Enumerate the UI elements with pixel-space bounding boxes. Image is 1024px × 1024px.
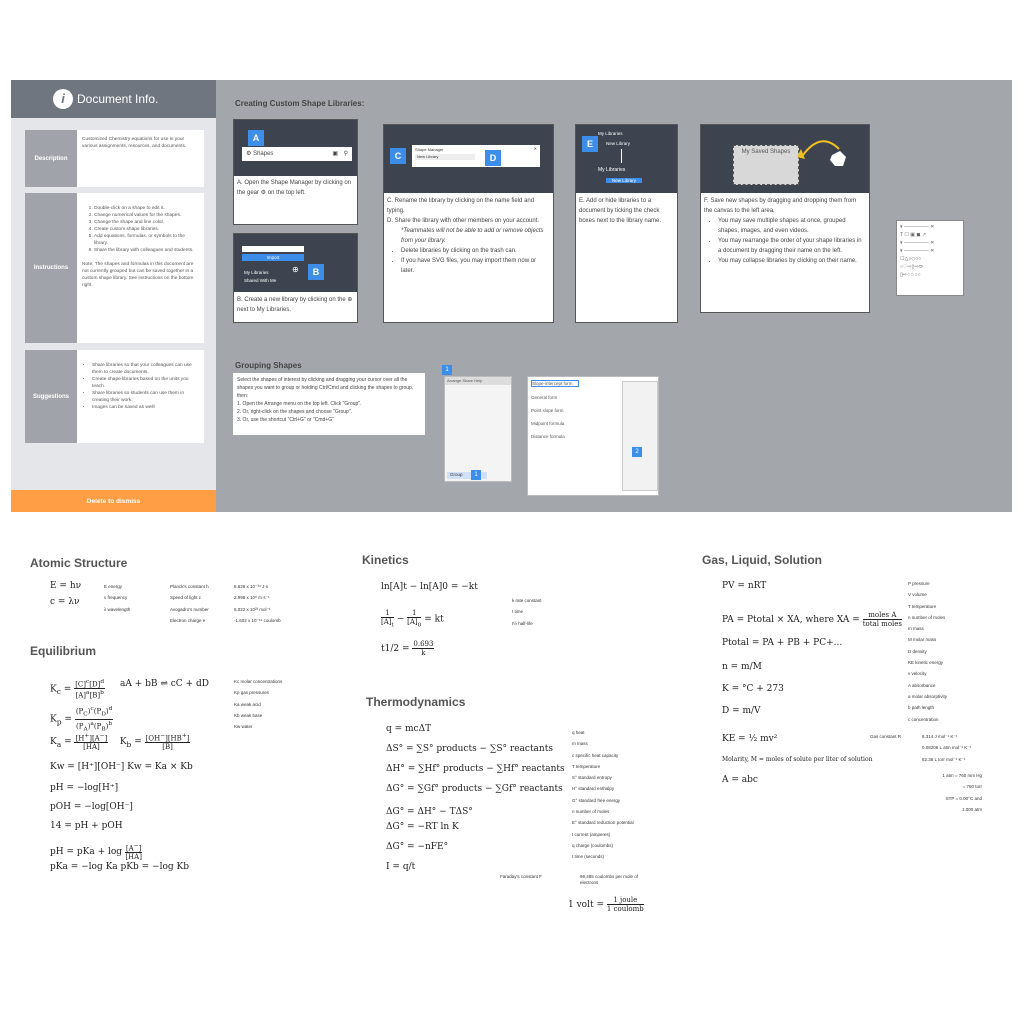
grouping-step: 2. Or, right-click on the shapes and choose "Group". [237,409,352,415]
card-d-text: D. Share the library with other members on your account. [387,218,540,224]
import-button[interactable]: Import [242,254,304,261]
formula-item[interactable]: Slope-intercept form [531,380,579,387]
half-life-text: t1/2 = [381,644,410,654]
card-add-hide-libraries [575,124,678,323]
suggestion-item: • Share libraries so students can use them in creating their work. [92,390,199,404]
legend-item: c concentration [908,716,939,722]
poh-equation[interactable]: pOH = −log[OH⁻] [50,802,133,812]
legend-item: a molar absorptivity [908,693,948,699]
panel-shapes-icons: T ☐ ▣ ◼ ↗ [900,232,927,238]
document-info-header [11,80,216,118]
constant-value: 6.022 x 10²³ mol⁻¹ [234,606,271,612]
grouping-badge-1b: 1 [471,470,481,480]
henderson-text: pH = pKa + log [50,847,123,858]
thermo-legend [572,727,634,863]
card-f-bullet: • You may collapse libraries by clicking on their name. [718,256,866,266]
legend-item: ν frequency [104,595,128,601]
legend-item: D density [908,648,927,654]
ph-equation[interactable]: pH = −log[H⁺] [50,783,119,793]
legend-item: T temperature [572,763,601,769]
suggestions-box [77,350,204,443]
card-e-text: E. Add or hide libraries to a document by ticking the check boxes next to the library name. [579,198,662,224]
legend-item: P pressure [908,581,930,586]
equation[interactable]: ΔS° = ∑S° products − ∑S° reactants [386,744,553,754]
volt-text: 1 volt = [568,900,604,910]
card-rename-share [383,124,554,323]
document-info-panel [11,80,216,512]
grouping-step: 3. Or, use the shortcut "Ctrl+G" or "Cmd+G" [237,417,334,423]
legend-item: T temperature [908,603,937,609]
my-libraries-item-after[interactable]: My Libraries [598,167,626,173]
equation[interactable]: KE = ½ mv² [722,734,778,744]
description-text: Customized Chemistry equations for use in your various assignments, resources, and documents. [77,130,204,187]
gear-icon[interactable]: ⚙ [246,151,252,157]
legend-item: t time [512,609,524,615]
equation[interactable]: E = hν [50,581,82,591]
instructions-label: Instructions [25,193,77,343]
atomic-legend [104,581,130,615]
faraday-value: 96,485 coulombs per mole of electrons [580,874,639,885]
panel-row: ▾ ─────── ✕ [900,240,935,246]
delete-to-dismiss-button[interactable]: Delete to dismiss [11,490,216,512]
legend-item: t½ half-life [512,620,533,626]
legend-item: Kw water [234,724,253,730]
constant-value: 8.314 J mol⁻¹ K⁻¹ [922,734,958,739]
faraday-label: Faraday's constant F [500,874,542,879]
kinetics-title: Kinetics [362,553,409,567]
arrow-down-icon [621,149,622,163]
second-order-equation[interactable]: $\frac{1}{[A]_t}$ − $\frac{1}{[A]_0}$ = kt [381,609,444,629]
legend-item: q heat [572,730,585,735]
gas-constant-label: Gas constant R [870,734,902,739]
card-d-bullet: • If you have SVG files, you may import them now or later. [401,256,550,276]
document-info-title: Document Info. [77,92,159,106]
ka-kb-equation[interactable]: $K_a$ = $\frac{[H^+][A^-]}{[HA]}$ $K_b$ = $\frac{[OH^-][HB^+]}{[B]}$ [50,733,190,752]
ph-sum-equation[interactable]: 14 = pH + pOH [50,821,123,831]
gas-legend [908,578,947,725]
stp-value: STP = 0.00°C and [945,795,982,801]
equation[interactable]: ΔG° = ΔH° − TΔS° [386,807,473,817]
add-library-icon[interactable]: ⊕ [292,265,299,274]
legend-item: v velocity [908,671,927,677]
gas-constant-values [922,731,971,765]
my-libraries-item[interactable]: My Libraries [244,270,269,275]
equation[interactable]: Molarity, M = moles of solute per liter of solution [722,756,873,763]
card-d-note: *Teammates will not be able to add or remove objects from your library. [401,228,544,244]
legend-item: Kp gas pressures [234,690,270,696]
formula-item[interactable]: Distance formula [531,434,565,439]
suggestion-item: • Images can be saved as well! [92,404,199,411]
partial-pressure-equation[interactable]: PA = Ptotal × XA, where XA = $\frac{\text{moles A}}{\text{total moles}}$ [722,611,903,628]
instruction-item: 5. Add equations, formulas, or symbols to the library. [94,233,199,247]
badge-a: A [248,130,264,146]
instruction-item: 2. Change numerical values for the shapes. [94,212,199,219]
constant-name: Electron charge e [170,617,206,623]
pka-equation[interactable]: pKa = −log Ka pKb = −log Kb [50,862,189,872]
right-click-menu[interactable] [622,381,658,491]
card-c-text: C. Rename the library by clicking on the name field and typing. [387,198,535,214]
legend-item: E° standard reduction potential [572,820,634,826]
new-library-checked[interactable]: New Library [606,178,642,183]
thermodynamics-title: Thermodynamics [366,695,466,709]
instruction-item: 4. Create custom shape libraries. [94,226,199,233]
reaction-equation[interactable]: aA + bB ⇌ cC + dD [120,679,209,689]
suggestions-label: Suggestions [25,350,77,443]
stp-value: 1.000 atm [961,806,982,812]
legend-item: M molar mass [908,637,937,643]
shared-with-me-item[interactable]: Shared With Me [244,278,277,283]
equilibrium-title: Equilibrium [30,644,96,658]
search-field[interactable] [242,246,304,252]
arrange-menu-bar: Arrange Share Help [445,377,511,385]
shapes-bar[interactable] [242,147,352,161]
equation[interactable]: Ptotal = PA + PB + PC+... [722,638,843,648]
partial-pressure-text: PA = Ptotal × XA, where XA = [722,615,860,625]
equilibrium-legend [234,676,282,732]
shape-manager-title: Shape Manager [415,147,444,152]
volt-equation[interactable]: 1 volt = $\frac{\text{1 joule}}{\text{1 coulomb}}$ [568,896,644,913]
card-cd-text [387,196,550,276]
legend-item: G° standard free energy [572,797,621,803]
legend-item: n number of moles [572,809,610,815]
instructions-box [77,193,204,343]
card-f-bullet: • You may rearrange the order of your shape libraries in a document by dragging their name on the left. [718,236,866,256]
equation[interactable]: c = λν [50,597,80,607]
equation[interactable]: ΔH° = ∑Hf° products − ∑Hf° reactants [386,764,565,774]
grouping-text: Select the shapes of interest by clicking and dragging your cursor over all the shapes you want to group or holding Ctrl/Cmd and clicking the shapes to group, then: [237,377,414,399]
constant-value: 2.998 x 10⁸ m·s⁻¹ [234,595,270,601]
description-label: Description [25,130,77,187]
group-menu-item[interactable]: Group [447,472,487,479]
legend-item: n number of moles [908,614,946,620]
atm-conversions [908,770,982,815]
card-open-shape-manager [233,119,358,225]
gas-liquid-solution-title: Gas, Liquid, Solution [702,553,822,567]
equation[interactable]: PV = nRT [722,581,767,591]
shape-manager-dialog [412,145,540,167]
legend-item: V volume [908,592,927,598]
atomic-values [234,581,281,626]
equation[interactable]: A = abc [722,775,758,785]
legend-item: KE kinetic energy [908,660,944,666]
kc-equation[interactable]: $K_c$ = $\frac{[C]^c[D]^d}{[A]^a[B]^b}$ [50,679,105,700]
formula-item[interactable]: Point slope form [531,408,564,413]
legend-item: Kb weak base [234,712,263,718]
legend-item: S° standard entropy [572,775,612,781]
conversion: = 760 torr [962,784,982,790]
new-library-checkbox[interactable]: New Library [606,141,631,146]
kp-equation[interactable]: $K_p$ = $\frac{(P_C)^c(P_D)^d}{(P_A)^a(P_B)^b}$ [50,706,113,733]
grouping-step: 1. Open the Arrange menu on the top left. Click "Group". [237,401,362,407]
half-life-equation[interactable]: t1/2 = $\frac{0.693}{k}$ [381,640,434,657]
drag-arrow-icon [791,133,851,173]
card-a-text: A. Open the Shape Manager by clicking on the gear ⚙ on the top left. [237,180,352,196]
equation[interactable]: I = q/t [386,862,416,872]
legend-item: m mass [572,741,588,747]
kinetics-equation[interactable]: ln[A]t − ln[A]0 = −kt [381,582,478,592]
card-d-bullet: • Delete libraries by clicking on the trash can. [401,246,550,256]
panel-shapes-icons: ○♡⇨▯⇨⬭ [900,264,923,270]
formula-item[interactable]: Midpoint formula [531,421,565,426]
suggestion-item: • Create shape libraries based on the units you teach. [92,376,199,390]
conversion: 1 atm = 760 mm Hg [942,773,982,778]
card-save-shapes [700,124,870,313]
my-libraries-item[interactable]: My Libraries [598,131,623,136]
grouping-text-box [233,373,425,435]
legend-item: m mass [908,626,924,632]
shape-library-panel[interactable] [896,220,964,296]
grouping-title: Grouping Shapes [235,361,302,370]
kw-equation[interactable]: Kw = [H⁺][OH⁻] Kw = Ka × Kb [50,762,193,772]
panel-shapes-icons: ☐△○◇○○ [900,256,922,262]
badge-b: B [308,264,324,280]
suggestion-item: • Share libraries so that your colleagues can use them to create documents. [92,362,199,376]
legend-item: q charge (coulombs) [572,842,614,848]
constant-value: 62.36 L torr mol⁻¹ K⁻¹ [922,756,966,762]
grouping-badge-2: 2 [632,447,642,457]
library-name-field[interactable]: New Library [415,154,475,160]
image-icon[interactable]: ▣ [332,151,338,157]
grouping-badge-1: 1 [442,365,452,375]
card-f-main-text: F. Save new shapes by dragging and dropping them from the canvas to the left area. [704,198,857,214]
arrange-menu-screenshot [444,376,512,482]
kinetics-legend [512,595,542,629]
legend-item: k rate constant [512,598,542,603]
legend-item: I current (amperes) [572,831,611,837]
equation[interactable]: q = mcΔT [386,724,432,734]
legend-item: Kc molar concentrations [234,679,283,684]
shapes-label: Shapes [253,151,274,157]
legend-item: t time (seconds) [572,854,605,860]
panel-shapes-icons: ▯⇨○☆○○ [900,272,921,278]
canvas-title: Creating Custom Shape Libraries: [235,99,365,108]
card-f-bullet: • You may save multiple shapes at once, grouped shapes, images, and even videos. [718,216,866,236]
my-saved-shapes-area[interactable]: My Saved Shapes [733,145,799,185]
atomic-structure-title: Atomic Structure [30,556,128,570]
panel-row: ▾ ─────── ✕ [900,248,935,254]
instructions-canvas [216,80,1012,512]
formula-item[interactable]: General form [531,395,558,400]
legend-item: E energy [104,584,123,589]
legend-item: H° standard enthalpy [572,786,615,792]
card-create-library [233,233,358,323]
badge-d: D [485,150,501,166]
constant-value: -1.602 x 10⁻¹⁹ coulomb [234,617,281,623]
henderson-equation[interactable]: pH = pKa + log $\frac{[A^-]}{[HA]}$ [50,843,142,862]
constant-name: Avogadro's number [170,606,209,612]
constant-value: 0.08206 L atm mol⁻¹ K⁻¹ [922,745,972,751]
equation[interactable]: D = m/V [722,706,761,716]
equation[interactable]: K = °C + 273 [722,684,784,694]
context-menu-screenshot [527,376,659,496]
legend-item: A absorbance [908,682,936,688]
info-icon: i [53,89,73,109]
badge-e: E [582,136,598,152]
search-icon[interactable]: ⚲ [343,151,348,157]
constant-name: Speed of light c [170,595,202,601]
instruction-item: 6. Share the library with colleagues and students. [94,247,199,254]
constant-value: 6.626 x 10⁻³⁴ J·s [234,584,269,589]
badge-c: C [390,148,406,164]
equation[interactable]: ΔG° = −RT ln K [386,822,459,832]
legend-item: b path length [908,705,935,711]
instruction-item: 1. Double-click on a shape to edit it. [94,205,199,212]
card-f-text [704,196,866,266]
constant-name: Planck's constant h [170,584,209,589]
equation[interactable]: n = m/M [722,662,762,672]
equation[interactable]: ΔG° = −nFE° [386,842,449,852]
legend-item: Ka weak acid [234,701,261,707]
legend-item: λ wavelength [104,606,131,612]
instruction-item: 3. Change the shape and line color. [94,219,199,226]
legend-item: c specific heat capacity [572,752,619,758]
close-icon[interactable]: ✕ [533,146,537,151]
instructions-note: Note: The shapes and formulas in this document are not currently grouped but can be saved together in a custom shape library. See instructions on the bottom right. [82,262,194,288]
atomic-constants [170,581,209,626]
panel-row: ▾ ─────── ✕ [900,224,935,230]
equation[interactable]: ΔG° = ∑Gf° products − ∑Gf° reactants [386,784,563,794]
card-b-text: B. Create a new library by clicking on the ⊕ next to My Libraries. [237,297,353,313]
